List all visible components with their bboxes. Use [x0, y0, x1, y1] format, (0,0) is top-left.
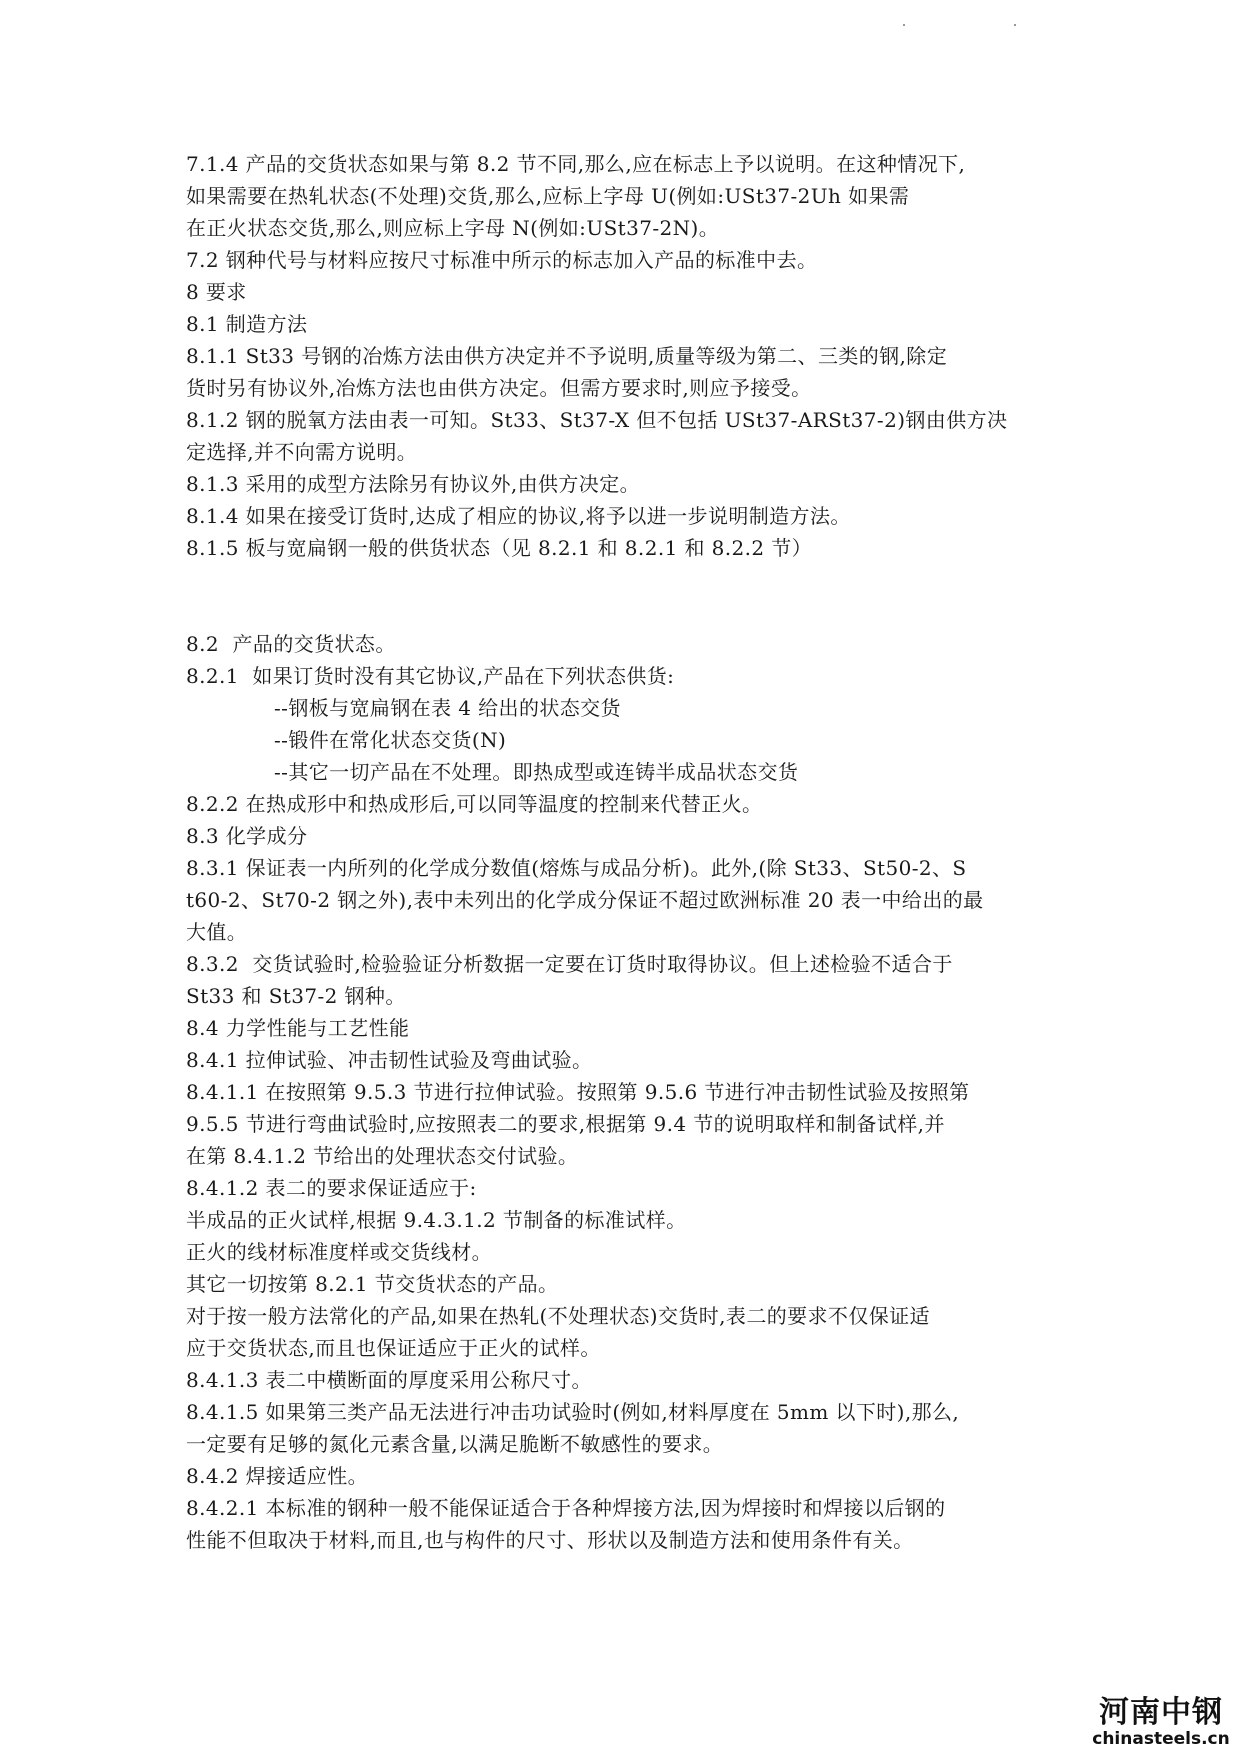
text-line: 8.1.2 钢的脱氧方法由表一可知。St33、St37-X 但不包括 USt37-ARSt37-2)钢由供方决 [186, 408, 1008, 432]
text-line: 8.4.1.2 表二的要求保证适应于: [186, 1176, 477, 1200]
text-line: 8.4.1.3 表二中横断面的厚度采用公称尺寸。 [186, 1368, 592, 1392]
text-line: t60-2、St70-2 钢之外),表中未列出的化学成分保证不超过欧洲标准 20 表一中给出的最 [186, 888, 984, 912]
list-item: --其它一切产品在不处理。即热成型或连铸半成品状态交货 [274, 760, 799, 784]
section-heading: 8.1 制造方法 [186, 312, 308, 336]
text-line: 8.4.1.5 如果第三类产品无法进行冲击功试验时(例如,材料厚度在 5mm 以下时),那么, [186, 1400, 960, 1424]
watermark-title: 河南中钢 [1099, 1695, 1223, 1730]
text-line: 8.4.2 焊接适应性。 [186, 1464, 369, 1488]
text-line: 应于交货状态,而且也保证适应于正火的试样。 [186, 1336, 601, 1360]
text-line: 一定要有足够的氮化元素含量,以满足脆断不敏感性的要求。 [186, 1432, 724, 1456]
body-section-mid [0, 628, 1240, 692]
text-line: 半成品的正火试样,根据 9.4.3.1.2 节制备的标准试样。 [186, 1208, 687, 1232]
site-watermark [1086, 1696, 1236, 1748]
text-line: 8.4.1 拉伸试验、冲击韧性试验及弯曲试验。 [186, 1048, 593, 1072]
text-line: 8.4.1.1 在按照第 9.5.3 节进行拉伸试验。按照第 9.5.6 节进行冲击韧性试验及按照第 [186, 1080, 970, 1104]
text-line: 如果需要在热轧状态(不处理)交货,那么,应标上字母 U(例如:USt37-2Uh 如果需 [186, 184, 910, 208]
text-line: 性能不但取决于材料,而且,也与构件的尺寸、形状以及制造方法和使用条件有关。 [186, 1528, 914, 1552]
text-line: 8.1.3 采用的成型方法除另有协议外,由供方决定。 [186, 472, 641, 496]
text-line: 7.1.4 产品的交货状态如果与第 8.2 节不同,那么,应在标志上予以说明。在这种情况下, [186, 152, 966, 176]
section-heading: 8 要求 [186, 280, 247, 304]
text-line: 在第 8.4.1.2 节给出的处理状态交付试验。 [186, 1144, 579, 1168]
text-line: 8.4.2.1 本标准的钢种一般不能保证适合于各种焊接方法,因为焊接时和焊接以后钢的 [186, 1496, 946, 1520]
text-line: 8.2.1 如果订货时没有其它协议,产品在下列状态供货: [186, 664, 675, 688]
text-line: 8.1.5 板与宽扁钢一般的供货状态（见 8.2.1 和 8.2.1 和 8.2.2 节） [186, 536, 813, 560]
text-line: 货时另有协议外,冶炼方法也由供方决定。但需方要求时,则应予接受。 [186, 376, 812, 400]
text-line: 7.2 钢种代号与材料应按尺寸标准中所示的标志加入产品的标准中去。 [186, 248, 818, 272]
list-item: --锻件在常化状态交货(N) [274, 728, 507, 752]
text-line: 正火的线材标准度样或交货线材。 [186, 1240, 492, 1264]
text-line: 8.3.1 保证表一内所列的化学成分数值(熔炼与成品分析)。此外,(除 St33、St50-2、S [186, 856, 967, 880]
scan-speck [903, 24, 905, 26]
text-line: 大值。 [186, 920, 248, 944]
delivery-state-list [0, 692, 1240, 788]
text-line: 在正火状态交货,那么,则应标上字母 N(例如:USt37-2N)。 [186, 216, 720, 240]
section-heading: 8.4 力学性能与工艺性能 [186, 1016, 410, 1040]
text-line: 8.2.2 在热成形中和热成形后,可以同等温度的控制来代替正火。 [186, 792, 763, 816]
text-line: 8.1.4 如果在接受订货时,达成了相应的协议,将予以进一步说明制造方法。 [186, 504, 851, 528]
section-heading: 8.3 化学成分 [186, 824, 308, 848]
section-heading: 8.2 产品的交货状态。 [186, 632, 396, 656]
text-line: 9.5.5 节进行弯曲试验时,应按照表二的要求,根据第 9.4 节的说明取样和制备试样,并 [186, 1112, 945, 1136]
text-line: St33 和 St37-2 钢种。 [186, 984, 406, 1008]
watermark-url: chinasteels.cn [1092, 1729, 1230, 1749]
list-item: --钢板与宽扁钢在表 4 给出的状态交货 [274, 696, 621, 720]
scan-speck [1014, 24, 1016, 26]
body-section-bottom [0, 788, 1240, 1556]
text-line: 定选择,并不向需方说明。 [186, 440, 418, 464]
body-section-top [0, 148, 1240, 564]
text-line: 其它一切按第 8.2.1 节交货状态的产品。 [186, 1272, 559, 1296]
text-line: 8.3.2 交货试验时,检验验证分析数据一定要在订货时取得协议。但上述检验不适合于 [186, 952, 953, 976]
text-line: 对于按一般方法常化的产品,如果在热轧(不处理状态)交货时,表二的要求不仅保证适 [186, 1304, 930, 1328]
text-line: 8.1.1 St33 号钢的冶炼方法由供方决定并不予说明,质量等级为第二、三类的钢,除定 [186, 344, 948, 368]
